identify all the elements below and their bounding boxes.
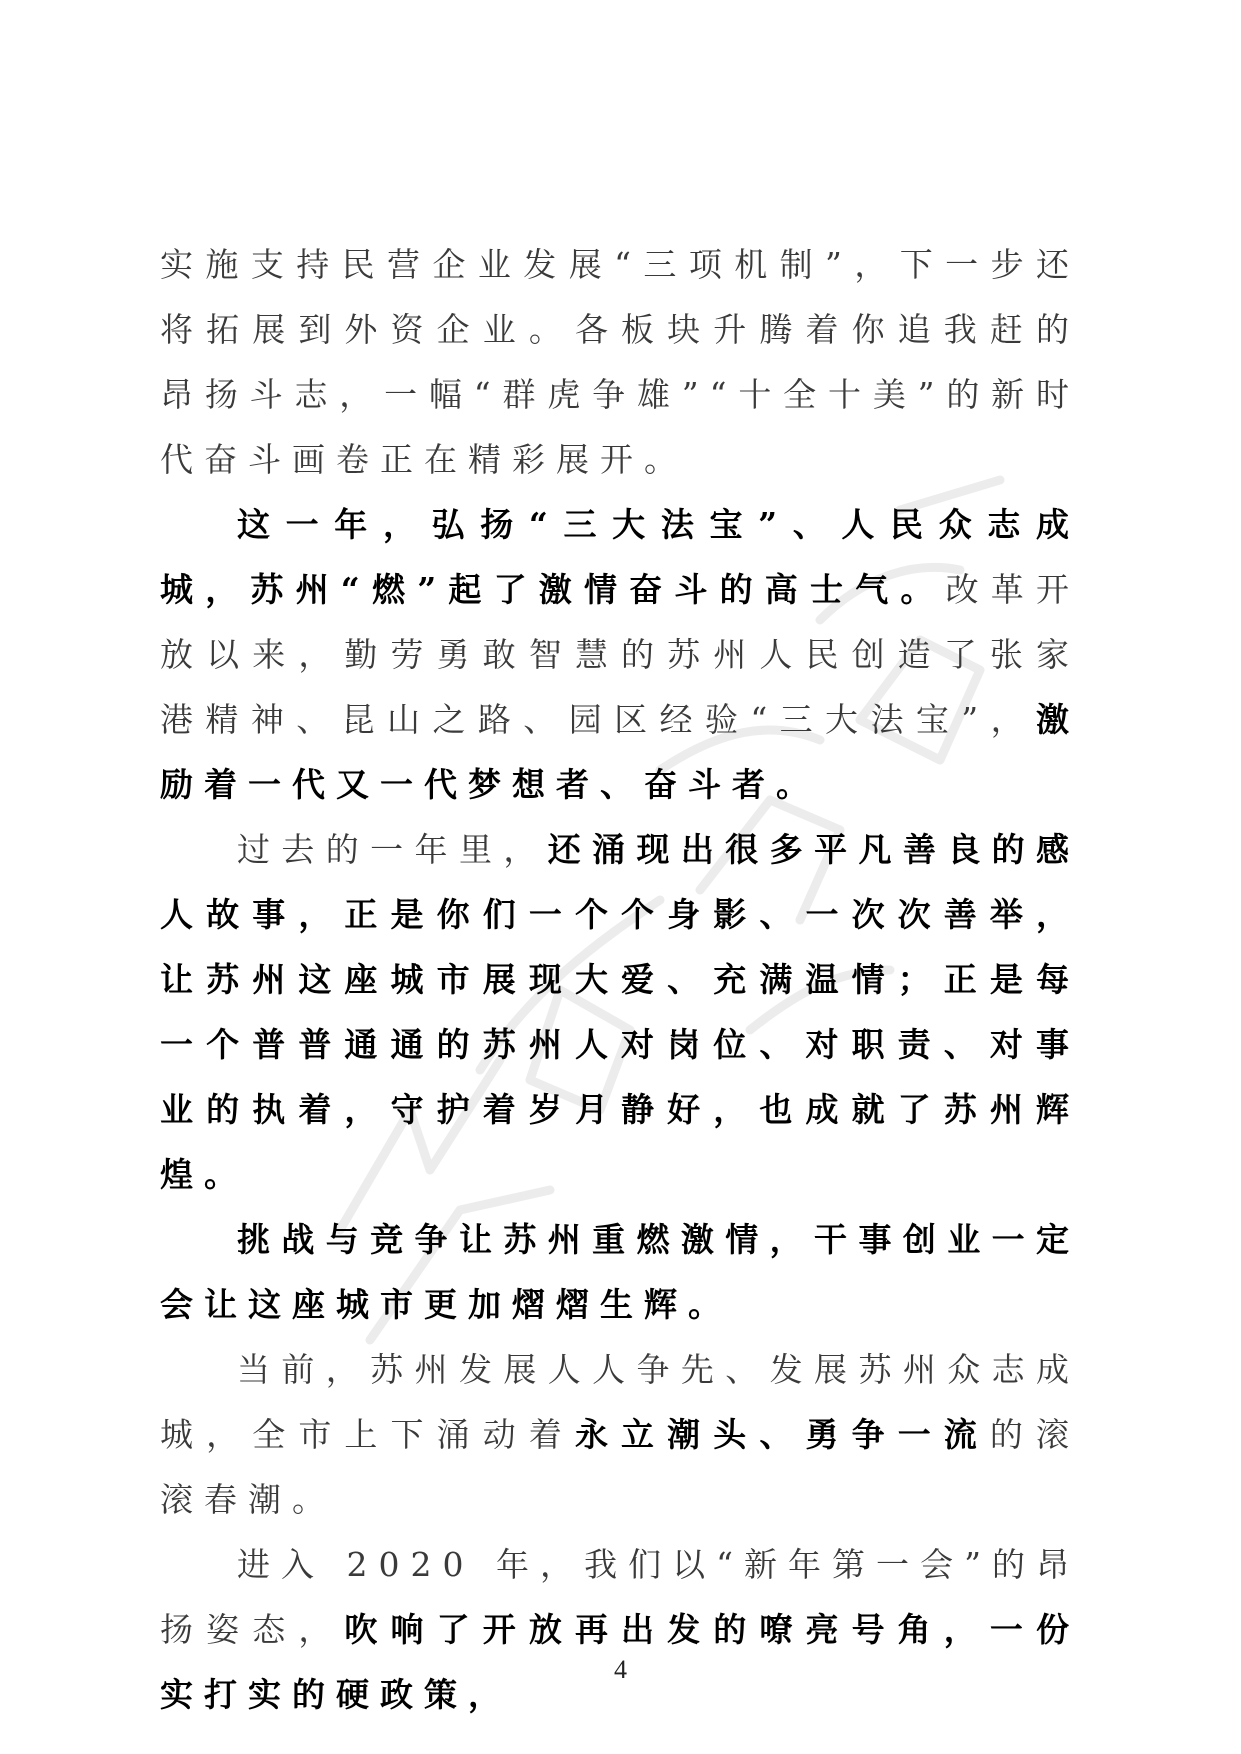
text-run: 改革开放以来，勤劳勇敢智慧的苏州人民创造了张家港精神、昆山之路、园区经验“三大法宝”， xyxy=(160,570,1080,739)
paragraph xyxy=(160,232,1080,492)
paragraph xyxy=(160,1207,1080,1337)
paragraph xyxy=(160,817,1080,1207)
bold-text-run: 永立潮头、勇争一流 xyxy=(574,1415,990,1454)
text-run: 进入 2020 年，我们以“新年第一会”的昂扬姿态， xyxy=(160,1545,1080,1649)
paragraph xyxy=(160,1337,1080,1532)
bold-text-run: 还涌现出很多平凡善良的感人故事，正是你们一个个身影、一次次善举，让苏州这座城市展现大爱、充满温情；正是每一个普普通通的苏州人对岗位、对职责、对事业的执着，守护着岁月静好，也成就了苏州辉煌。 xyxy=(160,830,1081,1194)
bold-text-run: 吹响了开放再出发的嘹亮号角，一份实打实的硬政策， xyxy=(160,1610,1081,1714)
bold-text-run: 激励着一代又一代梦想者、奋斗者。 xyxy=(160,700,1080,804)
bold-text-run: 挑战与竞争让苏州重燃激情，干事创业一定会让这座城市更加熠熠生辉。 xyxy=(160,1220,1080,1324)
text-run: 的滚滚春潮。 xyxy=(160,1415,1081,1519)
page-number: 4 xyxy=(614,1655,627,1684)
body-text xyxy=(160,232,1080,1727)
paragraph xyxy=(160,1532,1080,1727)
paragraph xyxy=(160,492,1080,817)
text-run: 实施支持民营企业发展“三项机制”，下一步还将拓展到外资企业。各板块升腾着你追我赶的昂扬斗志，一幅“群虎争雄”“十全十美”的新时代奋斗画卷正在精彩展开。 xyxy=(160,245,1080,479)
bold-text-run: 这一年，弘扬“三大法宝”、人民众志成城，苏州“燃”起了激情奋斗的高士气。 xyxy=(160,505,1080,609)
text-run: 过去的一年里， xyxy=(237,830,548,869)
text-run: 当前，苏州发展人人争先、发展苏州众志成城，全市上下涌动着 xyxy=(160,1350,1080,1454)
